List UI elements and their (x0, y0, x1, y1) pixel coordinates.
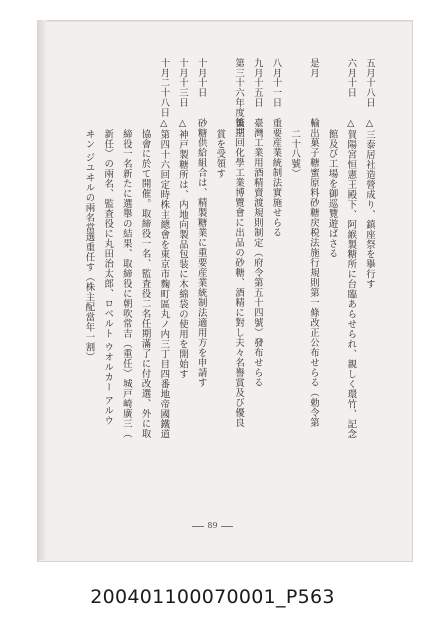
entry-text: 輸出菓子糖蜜原料砂糖戻税法施行規則第一條改正公布せらる（勅令第 (307, 118, 319, 428)
entry-date: 十月十三日 (176, 58, 188, 108)
entry-text-continued: ヰン ジユヰルの兩名當選重任す（株主配當年一割） (83, 129, 95, 363)
entry-text: 重要産業統制法實施せらる (270, 118, 282, 238)
image-identifier-caption: 200401100070001_P563 (90, 586, 335, 608)
entry-text: 砂糖供給組合は、精製糖業に重要産業統制法適用方を申請す (195, 118, 207, 388)
entry-text-continued: 締役一名新たに選舉の結果、取締役に朝吹常吉（重任）城戸崎廣三（ (120, 129, 132, 439)
chronology-entry (284, 58, 321, 498)
entry-text-continued: 賞を受領す (214, 129, 226, 179)
entry-text: △神戸製糖所は、内地向製品包装に木綿袋の使用を開始す (176, 118, 188, 380)
entry-text-continued: 二十八號） (289, 129, 301, 179)
entry-text: 臺灣工業用酒精賣渡規則制定（府令第五十四號）發布せらる (251, 118, 263, 388)
entry-text-continued: 館及び工場を御巡覽遊ばさる (326, 129, 338, 259)
entry-text-continued: 協會に於て開催。取締役一名、監査役二名任期滿了に付改選、外に取 (139, 129, 151, 439)
chronology-entry (172, 58, 191, 498)
entry-date: 六月十日 (345, 58, 357, 98)
entry-text: △賀陽宮恒憲王殿下、阿緱製糖所に台臨あらせられ、親しく環竹、記念 (345, 118, 357, 440)
entry-text: △三泰居社造營成り、鎮座祭を擧行す (364, 118, 375, 290)
entry-date: 是月 (307, 58, 319, 78)
entry-date: 十月十日 (195, 58, 207, 98)
entry-date: 八月十一日 (270, 58, 282, 108)
entry-date: 十月二十八日 (158, 58, 170, 118)
chronology-entry (322, 58, 359, 498)
folio-dash-right (221, 526, 233, 527)
chronology-entry (247, 58, 266, 498)
page-number-value: 89 (207, 521, 218, 530)
page-binding-shadow (37, 20, 47, 560)
entry-date: 第三十六年度後期 (233, 58, 245, 138)
entry-date: 五月十八日 (364, 58, 375, 108)
chronology-text (78, 58, 378, 498)
chronology-entry (266, 58, 285, 498)
entry-text: △第四十六回定時株主總會を東京市麴町區丸ノ内三丁目四番地帝國鐵道 (158, 118, 170, 440)
page-number (0, 521, 425, 530)
chronology-entry (191, 58, 210, 498)
chronology-entry (359, 58, 378, 498)
chronology-entry (210, 58, 247, 498)
entry-text: 第三回化學工業博覽會に出品の砂糖、酒精に對し夫々名譽賞及び優良 (233, 118, 245, 428)
entry-date: 九月十五日 (251, 58, 263, 108)
folio-dash-left (192, 526, 204, 527)
entry-text-continued: 新任）の兩名、監査役に丸田治太郎、ロベルト ウオルカー アルウ (102, 129, 114, 426)
chronology-entry (79, 58, 173, 498)
